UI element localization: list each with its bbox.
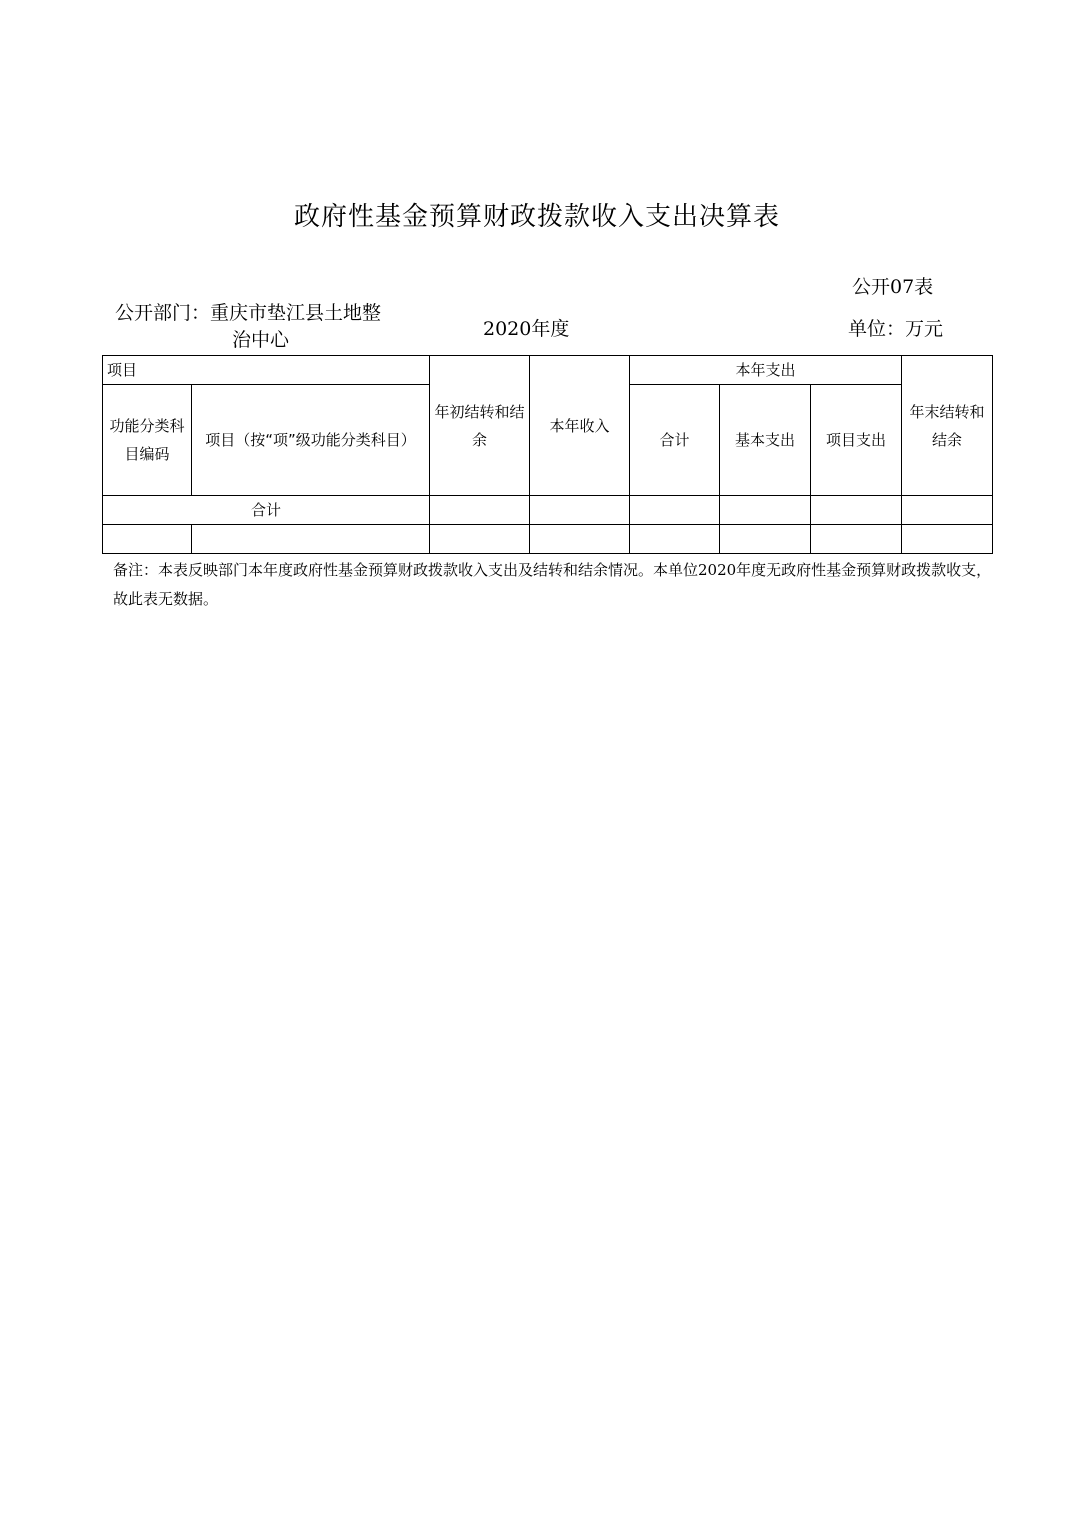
header-func-code: 功能分类科目编码 bbox=[103, 385, 192, 496]
table-cell bbox=[811, 525, 902, 554]
table-cell bbox=[192, 525, 430, 554]
header-project-exp: 项目支出 bbox=[811, 385, 902, 496]
header-end-balance: 年末结转和结余 bbox=[902, 356, 993, 496]
form-number: 公开07表 bbox=[852, 276, 934, 298]
table-cell bbox=[430, 496, 530, 525]
header-total-exp: 合计 bbox=[630, 385, 720, 496]
header-begin-balance: 年初结转和结余 bbox=[430, 356, 530, 496]
fiscal-year: 2020年度 bbox=[483, 318, 570, 340]
table-cell bbox=[902, 496, 993, 525]
table-cell bbox=[902, 525, 993, 554]
unit-label: 单位：万元 bbox=[848, 318, 944, 340]
table-cell bbox=[530, 496, 630, 525]
header-expenditure: 本年支出 bbox=[630, 356, 902, 385]
department-label: 公开部门：重庆市垫江县土地整 bbox=[115, 302, 382, 324]
department-label-cont: 治中心 bbox=[232, 329, 290, 351]
table-cell bbox=[530, 525, 630, 554]
footnote: 备注：本表反映部门本年度政府性基金预算财政拨款收入支出及结转和结余情况。本单位2020年度无政府性基金预算财政拨款收支，故此表无数据。 bbox=[113, 561, 992, 608]
table-cell bbox=[103, 525, 192, 554]
table-cell bbox=[720, 496, 811, 525]
header-item-name: 项目（按“项”级功能分类科目） bbox=[192, 385, 430, 496]
total-row-label: 合计 bbox=[103, 496, 430, 525]
page-title: 政府性基金预算财政拨款收入支出决算表 bbox=[293, 202, 780, 232]
header-project: 项目 bbox=[103, 356, 430, 385]
table-cell bbox=[811, 496, 902, 525]
header-basic-exp: 基本支出 bbox=[720, 385, 811, 496]
table-cell bbox=[430, 525, 530, 554]
header-income: 本年收入 bbox=[530, 356, 630, 496]
department-info bbox=[115, 300, 381, 354]
table-cell bbox=[630, 525, 720, 554]
fund-table bbox=[102, 355, 993, 554]
table-cell bbox=[630, 496, 720, 525]
table-cell bbox=[720, 525, 811, 554]
